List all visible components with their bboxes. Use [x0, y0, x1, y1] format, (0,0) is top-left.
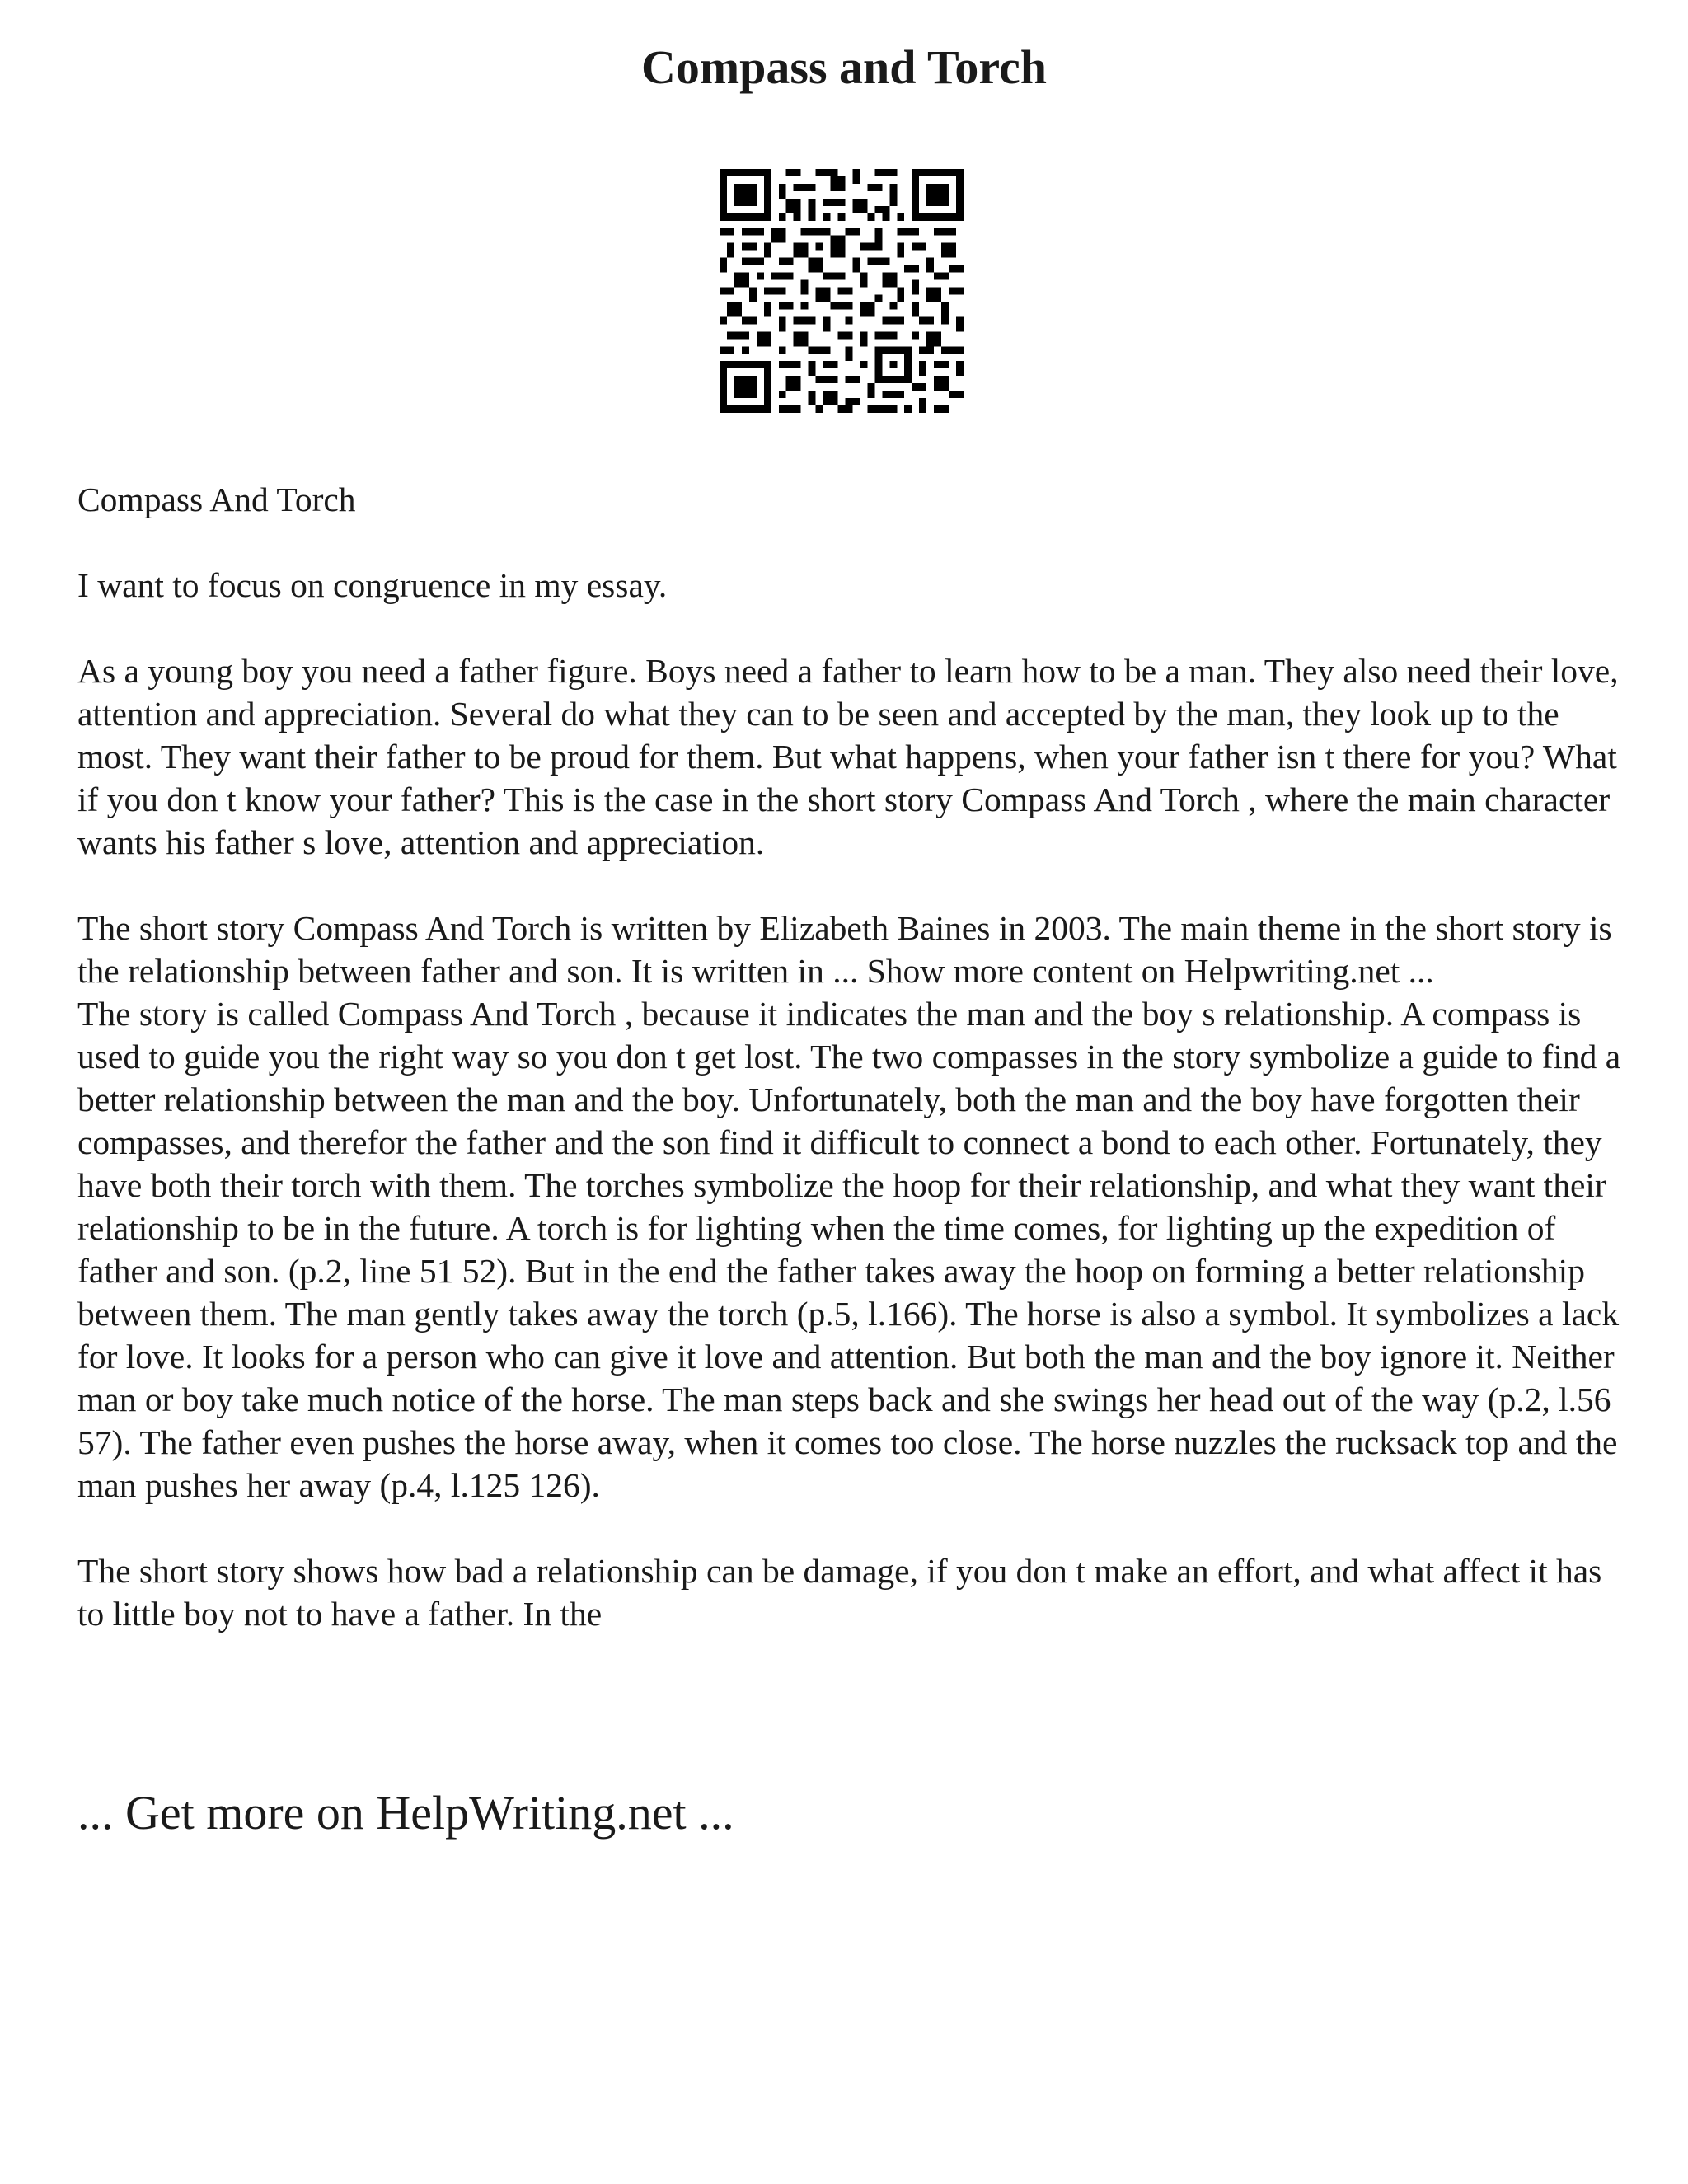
paragraph-3: The short story Compass And Torch is written by Elizabeth Baines in 2003. The main theme in the short story is the relationship between father and son. It is written in ... Show more content on Helpwriting.net ... — [77, 909, 1612, 990]
get-more-link[interactable]: ... Get more on HelpWriting.net ... — [77, 1786, 734, 1840]
document-title: Compass and Torch — [640, 40, 1048, 94]
essay-subtitle: Compass And Torch — [77, 480, 356, 518]
paragraph-2: As a young boy you need a father figure. Boys need a father to learn how to be a man. They also need their love, attention and appreciation. Several do what they can to be seen and accepted by the man, they look up to the most. They want their father to be proud for them. But what happens, when your father isn t there for you? What if you don t know your father? This is the case in the short story Compass And Torch , where the main character wants his father s love, attention and appreciation. — [77, 652, 1619, 861]
paragraph-4: The story is called Compass And Torch , because it indicates the man and the boy s relationship. A compass is used to guide you the right way so you don t get lost. The two compasses in the story symbolize a guide to find a better relationship between the man and the boy. Unfortunately, both the man and the boy have forgotten their compasses, and therefor the father and the son find it difficult to connect a bond to each other. Fortunately, they have both their torch with them. The torches symbolize the hoop for their relationship, and what they want their relationship to be in the future. A torch is for lighting when the time comes, for lighting up the expedition of father and son. (p.2, line 51 52). But in the end the father takes away the hoop on forming a better relationship between them. The man gently takes away the torch (p.5, l.166). The horse is also a symbol. It symbolizes a lack for love. It looks for a person who can give it love and attention. But both the man and the boy ignore it. Neither man or boy take much notice of the horse. The man steps back and she swings her head out of the way (p.2, l.56 57). The father even pushes the horse away, when it comes too close. The horse nuzzles the rucksack top and the man pushes her away (p.4, l.125 126). — [77, 995, 1621, 1504]
qr-code-icon — [720, 169, 964, 413]
paragraph-1: I want to focus on congruence in my essay. — [77, 566, 668, 604]
paragraph-5: The short story shows how bad a relationship can be damage, if you don t make an effort, and what affect it has to little boy not to have a father. In the — [77, 1552, 1602, 1633]
qr-code-graphic — [720, 169, 964, 413]
essay-body — [77, 478, 1627, 1635]
